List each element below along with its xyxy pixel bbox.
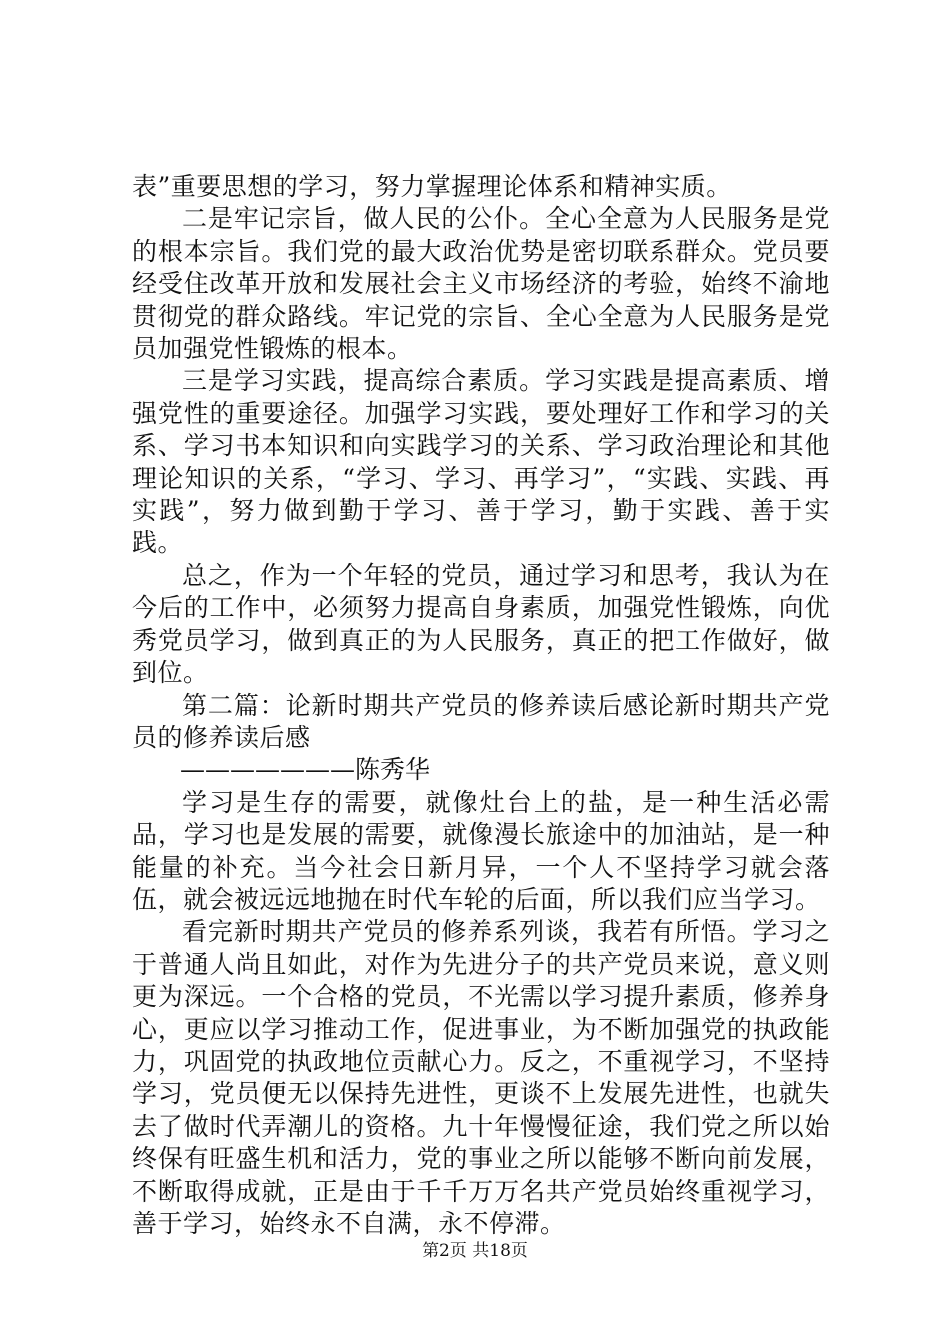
paragraph-point-three: 三是学习实践，提高综合素质。学习实践是提高素质、增强党性的重要途径。加强学习实践，要处理好工作和学习的关系、学习书本知识和向实践学习的关系、学习政治理论和其他理论知识的关系，“学习、学习、再学习”，“实践、实践、再实践”，努力做到勤于学习、善于学习，勤于实践、善于实践。 [132, 366, 830, 558]
paragraph-conclusion: 总之，作为一个年轻的党员，通过学习和思考，我认为在今后的工作中，必须努力提高自身素质，加强党性锻炼，向优秀党员学习，做到真正的为人民服务，真正的把工作做好，做到位。 [132, 560, 830, 688]
paragraph-reflection: 看完新时期共产党员的修养系列谈，我若有所悟。学习之于普通人尚且如此，对作为先进分子的共产党员来说，意义则更为深远。一个合格的党员，不光需以学习提升素质，修养身心，更应以学习推动工作，促进事业，为不断加强党的执政能力，巩固党的执政地位贡献心力。反之，不重视学习，不坚持学习，党员便无以保持先进性，更谈不上发展先进性，也就失去了做时代弄潮儿的资格。九十年慢慢征途，我们党之所以始终保有旺盛生机和活力，党的事业之所以能够不断向前发展，不断取得成就，正是由于千千万万名共产党员始终重视学习，善于学习，始终永不自满，永不停滞。 [132, 917, 830, 1238]
author-signature: ———————陈秀华 [180, 755, 431, 785]
paragraph-learning-need: 学习是生存的需要，就像灶台上的盐，是一种生活必需品，学习也是发展的需要，就像漫长旅途中的加油站，是一种能量的补充。当今社会日新月异，一个人不坚持学习就会落伍，就会被远远地抛在时代车轮的后面，所以我们应当学习。 [132, 787, 830, 914]
paragraph-point-two: 二是牢记宗旨，做人民的公仆。全心全意为人民服务是党的根本宗旨。我们党的最大政治优势是密切联系群众。党员要经受住改革开放和发展社会主义市场经济的考验，始终不渝地贯彻党的群众路线。牢记党的宗旨、全心全意为人民服务是党员加强党性锻炼的根本。 [132, 204, 830, 364]
section-heading: 第二篇：论新时期共产党员的修养读后感论新时期共产党员的修养读后感 [132, 690, 830, 752]
document-body [132, 171, 830, 1240]
page-number-footer: 第2页 共18页 [422, 1241, 528, 1261]
paragraph-continuation: 表”重要思想的学习，努力掌握理论体系和精神实质。 [132, 172, 732, 201]
